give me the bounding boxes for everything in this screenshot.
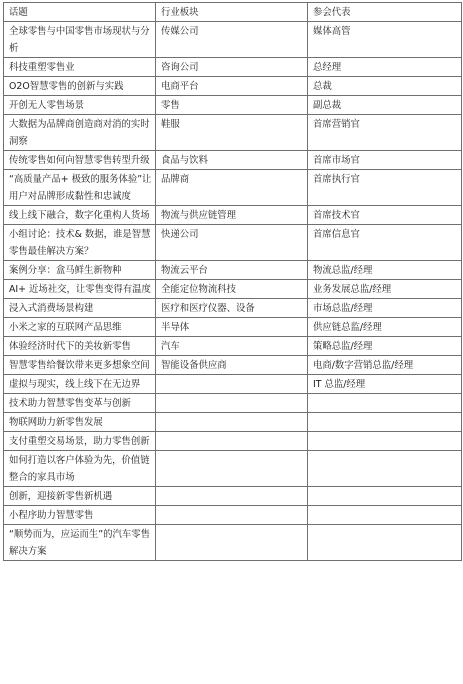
sector-cell: 食品与饮料 (156, 151, 308, 170)
topic-cell: 支付重塑交易场景，助力零售创新 (4, 432, 156, 451)
topic-cell: “高质量产品+ 极致的服务体验”让用户对品牌形成黏性和忠诚度 (4, 170, 156, 206)
table-row (4, 96, 462, 115)
table-row (4, 151, 462, 170)
representative-cell: 媒体高管 (308, 22, 462, 58)
representative-cell: 首席市场官 (308, 151, 462, 170)
topic-cell: 技术助力智慧零售变革与创新 (4, 394, 156, 413)
sector-cell: 品牌商 (156, 170, 308, 206)
sector-cell (156, 451, 308, 487)
topic-cell: 科技重塑零售业 (4, 58, 156, 77)
sector-cell: 快递公司 (156, 225, 308, 261)
topic-cell: 小组讨论：技术& 数据，谁是智慧零售最佳解决方案？ (4, 225, 156, 261)
representative-cell: 总经理 (308, 58, 462, 77)
topics-table (3, 2, 462, 561)
representative-cell: 首席营销官 (308, 115, 462, 151)
representative-cell (308, 506, 462, 525)
sector-cell: 全能定位物流科技 (156, 280, 308, 299)
representative-cell (308, 525, 462, 561)
sector-cell (156, 394, 308, 413)
table-row (4, 432, 462, 451)
topic-cell: 体验经济时代下的美妆新零售 (4, 337, 156, 356)
representative-cell (308, 432, 462, 451)
topic-cell: 大数据为品牌商创造商对消的实时洞察 (4, 115, 156, 151)
table-row (4, 22, 462, 58)
table-header-row (4, 3, 462, 22)
sector-cell (156, 525, 308, 561)
table-row (4, 280, 462, 299)
topic-cell: 浸入式消费场景构建 (4, 299, 156, 318)
topic-cell: 小米之家的互联网产品思维 (4, 318, 156, 337)
table-row (4, 318, 462, 337)
topic-cell: 全球零售与中国零售市场现状与分析 (4, 22, 156, 58)
header-sector: 行业板块 (156, 3, 308, 22)
representative-cell: 策略总监/经理 (308, 337, 462, 356)
representative-cell (308, 413, 462, 432)
sector-cell (156, 506, 308, 525)
topic-cell: 物联网助力新零售发展 (4, 413, 156, 432)
table-row (4, 506, 462, 525)
table-row (4, 77, 462, 96)
topic-cell: 小程序助力智慧零售 (4, 506, 156, 525)
representative-cell: IT 总监/经理 (308, 375, 462, 394)
table-row (4, 451, 462, 487)
sector-cell: 咨询公司 (156, 58, 308, 77)
sector-cell: 电商平台 (156, 77, 308, 96)
representative-cell (308, 394, 462, 413)
representative-cell: 总裁 (308, 77, 462, 96)
topic-cell: AI+ 近场社交，让零售变得有温度 (4, 280, 156, 299)
topic-cell: 案例分享：盒马鲜生新物种 (4, 261, 156, 280)
topic-cell: 如何打造以客户体验为先，价值链整合的家具市场 (4, 451, 156, 487)
table-row (4, 299, 462, 318)
representative-cell: 供应链总监/经理 (308, 318, 462, 337)
sector-cell: 物流云平台 (156, 261, 308, 280)
table-row (4, 206, 462, 225)
representative-cell: 首席执行官 (308, 170, 462, 206)
topic-cell: 创新，迎接新零售新机遇 (4, 487, 156, 506)
sector-cell: 汽车 (156, 337, 308, 356)
table-row (4, 170, 462, 206)
representative-cell (308, 451, 462, 487)
table-row (4, 225, 462, 261)
topic-cell: 线上线下融合，数字化重构人货场 (4, 206, 156, 225)
table-row (4, 413, 462, 432)
table-row (4, 375, 462, 394)
sector-cell: 半导体 (156, 318, 308, 337)
table-row (4, 115, 462, 151)
sector-cell: 物流与供应链管理 (156, 206, 308, 225)
representative-cell: 首席技术官 (308, 206, 462, 225)
representative-cell: 物流总监/经理 (308, 261, 462, 280)
table-row (4, 487, 462, 506)
sector-cell (156, 432, 308, 451)
header-representative: 参会代表 (308, 3, 462, 22)
sector-cell: 传媒公司 (156, 22, 308, 58)
topic-cell: 智慧零售给餐饮带来更多想象空间 (4, 356, 156, 375)
table-row (4, 337, 462, 356)
table-row (4, 58, 462, 77)
table-row (4, 356, 462, 375)
topic-cell: 虚拟与现实，线上线下在无边界 (4, 375, 156, 394)
sector-cell (156, 375, 308, 394)
representative-cell: 业务发展总监/经理 (308, 280, 462, 299)
table-row (4, 394, 462, 413)
sector-cell: 医疗和医疗仪器、设备 (156, 299, 308, 318)
topic-cell: 传统零售如何向智慧零售转型升级 (4, 151, 156, 170)
sector-cell (156, 413, 308, 432)
table-row (4, 261, 462, 280)
table-row (4, 525, 462, 561)
representative-cell: 首席信息官 (308, 225, 462, 261)
sector-cell (156, 487, 308, 506)
representative-cell: 市场总监/经理 (308, 299, 462, 318)
representative-cell: 副总裁 (308, 96, 462, 115)
sector-cell: 零售 (156, 96, 308, 115)
sector-cell: 智能设备供应商 (156, 356, 308, 375)
topic-cell: “顺势而为，应运而生”的汽车零售解决方案 (4, 525, 156, 561)
sector-cell: 鞋服 (156, 115, 308, 151)
topic-cell: 开创无人零售场景 (4, 96, 156, 115)
topic-cell: O2O智慧零售的创新与实践 (4, 77, 156, 96)
header-topic: 话题 (4, 3, 156, 22)
representative-cell: 电商/数字营销总监/经理 (308, 356, 462, 375)
representative-cell (308, 487, 462, 506)
